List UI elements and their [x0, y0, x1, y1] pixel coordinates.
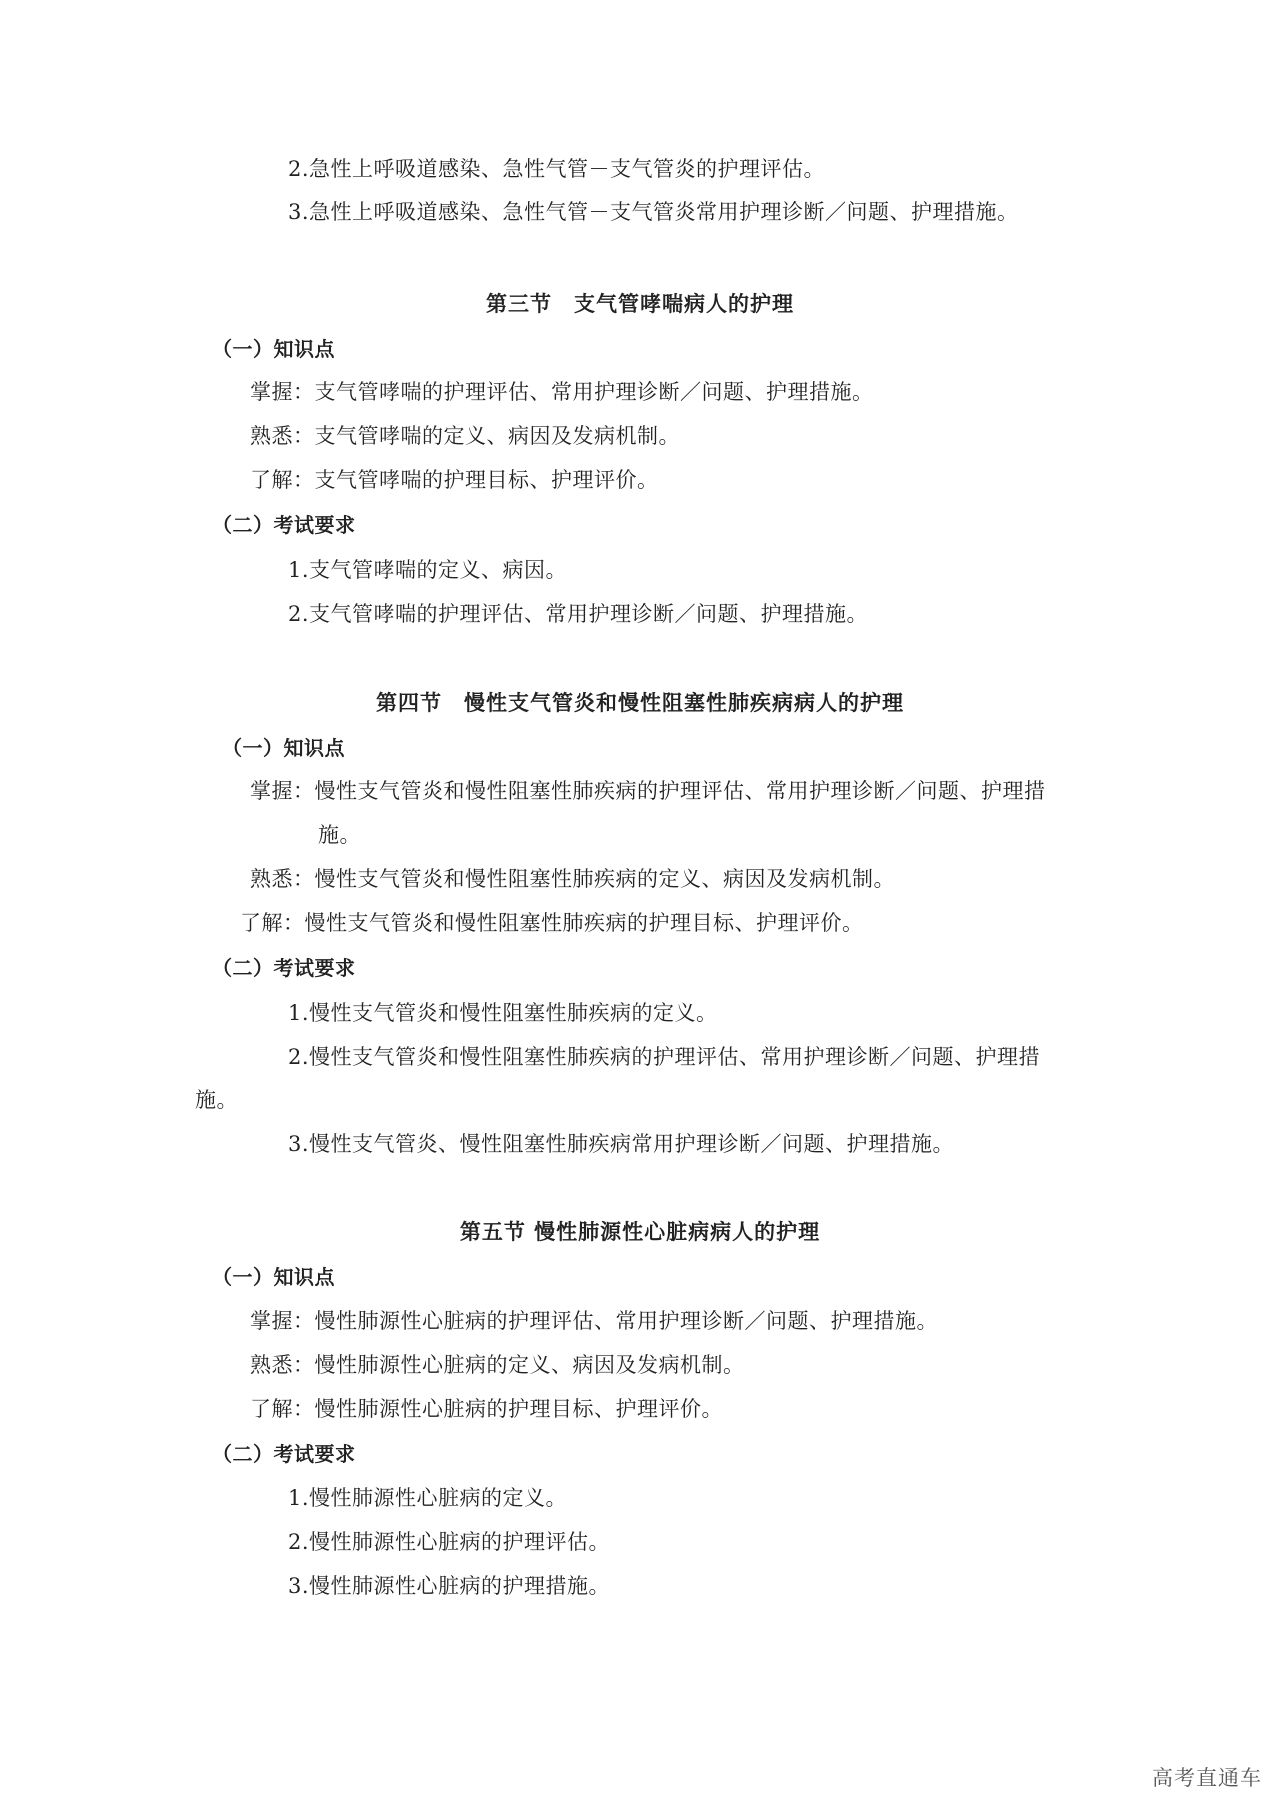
section4-title: 第四节 慢性支气管炎和慢性阻塞性肺疾病病人的护理	[376, 691, 904, 715]
s4-understand: 了解：慢性支气管炎和慢性阻塞性肺疾病的护理目标、护理评价。	[240, 911, 864, 935]
s3-exam-req-2: 2.支气管哮喘的护理评估、常用护理诊断／问题、护理措施。	[288, 602, 869, 626]
s4-exam-req-2-line2: 施。	[195, 1088, 238, 1112]
section3-title: 第三节 支气管哮喘病人的护理	[486, 292, 794, 316]
s5-exam-req-1: 1.慢性肺源性心脏病的定义。	[288, 1486, 568, 1510]
s4-exam-req-3: 3.慢性支气管炎、慢性阻塞性肺疾病常用护理诊断／问题、护理措施。	[288, 1132, 955, 1156]
s5-master: 掌握：慢性肺源性心脏病的护理评估、常用护理诊断／问题、护理措施。	[250, 1309, 938, 1333]
s4-exam-req-1: 1.慢性支气管炎和慢性阻塞性肺疾病的定义。	[288, 1001, 718, 1025]
s2-exam-req-3: 3.急性上呼吸道感染、急性气管－支气管炎常用护理诊断／问题、护理措施。	[288, 200, 1019, 224]
s5-exam-heading: （二）考试要求	[212, 1442, 356, 1466]
watermark: 高考直通车	[1152, 1766, 1262, 1790]
s3-familiar: 熟悉：支气管哮喘的定义、病因及发病机制。	[250, 424, 680, 448]
s4-exam-req-2-line1: 2.慢性支气管炎和慢性阻塞性肺疾病的护理评估、常用护理诊断／问题、护理措	[288, 1045, 1041, 1069]
s3-master: 掌握：支气管哮喘的护理评估、常用护理诊断／问题、护理措施。	[250, 380, 874, 404]
s5-familiar: 熟悉：慢性肺源性心脏病的定义、病因及发病机制。	[250, 1353, 745, 1377]
s3-exam-heading: （二）考试要求	[212, 513, 356, 537]
s4-exam-heading: （二）考试要求	[212, 956, 356, 980]
s4-master-line1: 掌握：慢性支气管炎和慢性阻塞性肺疾病的护理评估、常用护理诊断／问题、护理措	[250, 779, 1046, 803]
s3-knowledge-heading: （一）知识点	[212, 337, 335, 361]
s3-understand: 了解：支气管哮喘的护理目标、护理评价。	[250, 468, 659, 492]
section5-title: 第五节 慢性肺源性心脏病病人的护理	[459, 1220, 821, 1244]
s4-master-line2: 施。	[318, 823, 361, 847]
s5-knowledge-heading: （一）知识点	[212, 1265, 335, 1289]
s5-exam-req-2: 2.慢性肺源性心脏病的护理评估。	[288, 1530, 611, 1554]
s2-exam-req-2: 2.急性上呼吸道感染、急性气管－支气管炎的护理评估。	[288, 157, 826, 181]
s4-knowledge-heading: （一）知识点	[222, 736, 345, 760]
s5-exam-req-3: 3.慢性肺源性心脏病的护理措施。	[288, 1574, 611, 1598]
s4-familiar: 熟悉：慢性支气管炎和慢性阻塞性肺疾病的定义、病因及发病机制。	[250, 867, 895, 891]
s5-understand: 了解：慢性肺源性心脏病的护理目标、护理评价。	[250, 1397, 723, 1421]
s3-exam-req-1: 1.支气管哮喘的定义、病因。	[288, 558, 568, 582]
